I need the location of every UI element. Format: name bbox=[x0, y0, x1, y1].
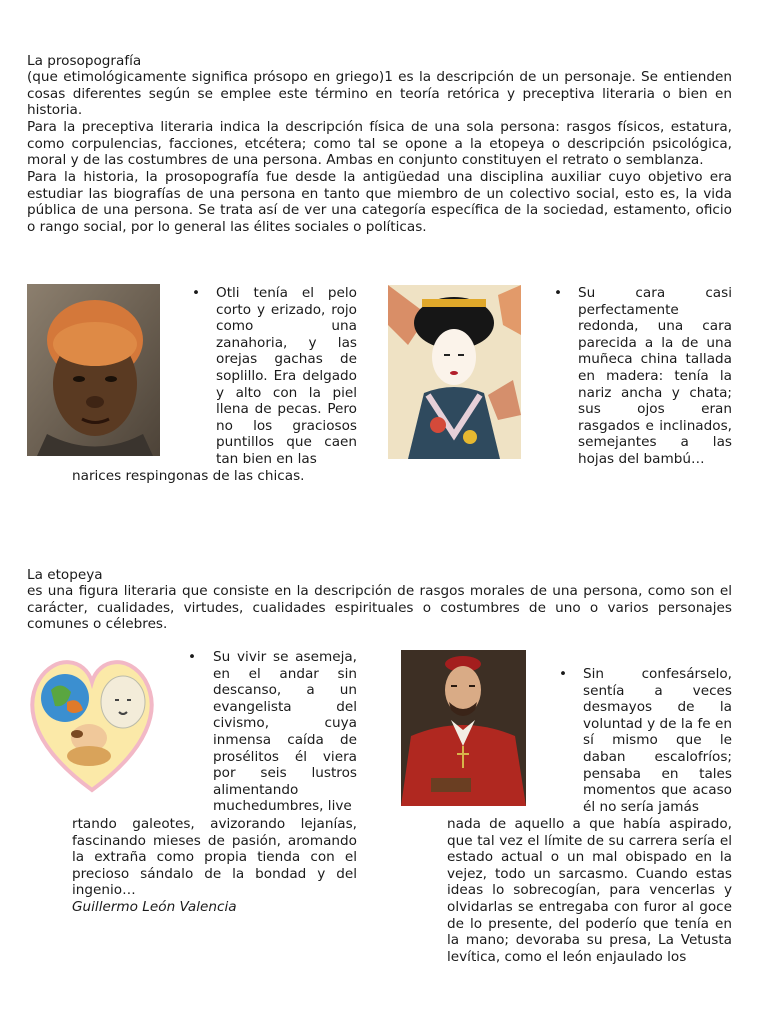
heart-illustration-image bbox=[27, 650, 157, 798]
prosopografia-paragraph-3: Para la historia, la prosopografía fue desde la antigüedad una disciplina auxiliar cuyo objetivo era estudiar las biografías de una persona en tanto que miembro de un colectivo social, esto es, la vida pública de una persona. Se trata así de ver una categoría específica de la sociedad, estamento, oficio o rango social, por lo general las élites sociales o políticas. bbox=[27, 169, 732, 235]
prosopografia-paragraph-2: Para la preceptiva literaria indica la descripción física de una sola persona: rasgos físicos, estatura, como corpulencias, facciones, etcétera; como tal se opone a la etopeya o descripción psicológica, moral y de las costumbres de una persona. Ambas en conjunto constituyen el retrato o semblanza. bbox=[27, 119, 732, 169]
prosopografia-paragraph-1: (que etimológicamente significa prósopo en griego)1 es la descripción de un personaje. Se entienden cosas diferentes según se emplee este término en teoría retórica y preceptiva literaria o bien en historia. bbox=[27, 69, 732, 119]
example-3-bullet-text: Su vivir se asemeja, en el andar sin descanso, a un evangelista del civismo, cuya inmensa caída de prosélitos él viera por seis lustros alimentando muchedumbres, live bbox=[213, 649, 357, 815]
example-1-continuation-text: narices respingonas de las chicas. bbox=[72, 468, 305, 484]
cardinal-portrait-painting bbox=[401, 650, 526, 806]
example-4-bullet-text: Sin confesárselo, sentía a veces desmayos de la voluntad y de la fe en sí mismo que le daban escalofríos; pensaba en tales momentos que acaso él no sería jamás bbox=[583, 666, 732, 815]
section-title-prosopografia: La prosopografía bbox=[27, 53, 142, 69]
bullet-marker: • bbox=[559, 666, 568, 682]
example-4-continuation-text: nada de aquello a que había aspirado, que tal vez el límite de su carrera sería el estado actual o un mal obispado en la vejez, todo un sarcasmo. Cuando estas ideas lo sobrecogían, para vencerlas y olvidarlas se entregaba con furor al goce de lo presente, del poderío que tenía en la mano; devoraba su presa, La Vetusta levítica, como el león enjaulado los bbox=[447, 816, 732, 965]
example-2-bullet-text: Su cara casi perfectamente redonda, una cara parecida a la de una muñeca china tallada en madera: tenía la nariz ancha y chata; sus ojos eran rasgados e inclinados, semejantes a las hojas del bambú… bbox=[578, 285, 732, 467]
bullet-marker: • bbox=[192, 285, 201, 301]
example-1-bullet-text: Otli tenía el pelo corto y erizado, rojo como una zanahoria, y las orejas gachas de soplillo. Era delgado y alto con la piel llena de pecas. Pero no los graciosos puntillos que caen tan bien en las bbox=[216, 285, 357, 467]
portrait-photo-redhead-boy bbox=[27, 284, 160, 456]
section-title-etopeya: La etopeya bbox=[27, 567, 103, 583]
example-3-author: Guillermo León Valencia bbox=[72, 899, 237, 915]
example-3-continuation-text: rtando galeotes, avizorando lejanías, fascinando mieses de pasión, aromando la extraña como propia tienda con el precioso sándalo de la bondad y del ingenio… bbox=[72, 816, 357, 899]
bullet-marker: • bbox=[554, 285, 563, 301]
geisha-painting-image bbox=[388, 285, 521, 459]
etopeya-paragraph-1: es una figura literaria que consiste en la descripción de rasgos morales de una persona, como son el carácter, cualidades, virtudes, cualidades espirituales o costumbres de uno o varios personajes comunes o célebres. bbox=[27, 583, 732, 633]
bullet-marker: • bbox=[188, 649, 197, 665]
